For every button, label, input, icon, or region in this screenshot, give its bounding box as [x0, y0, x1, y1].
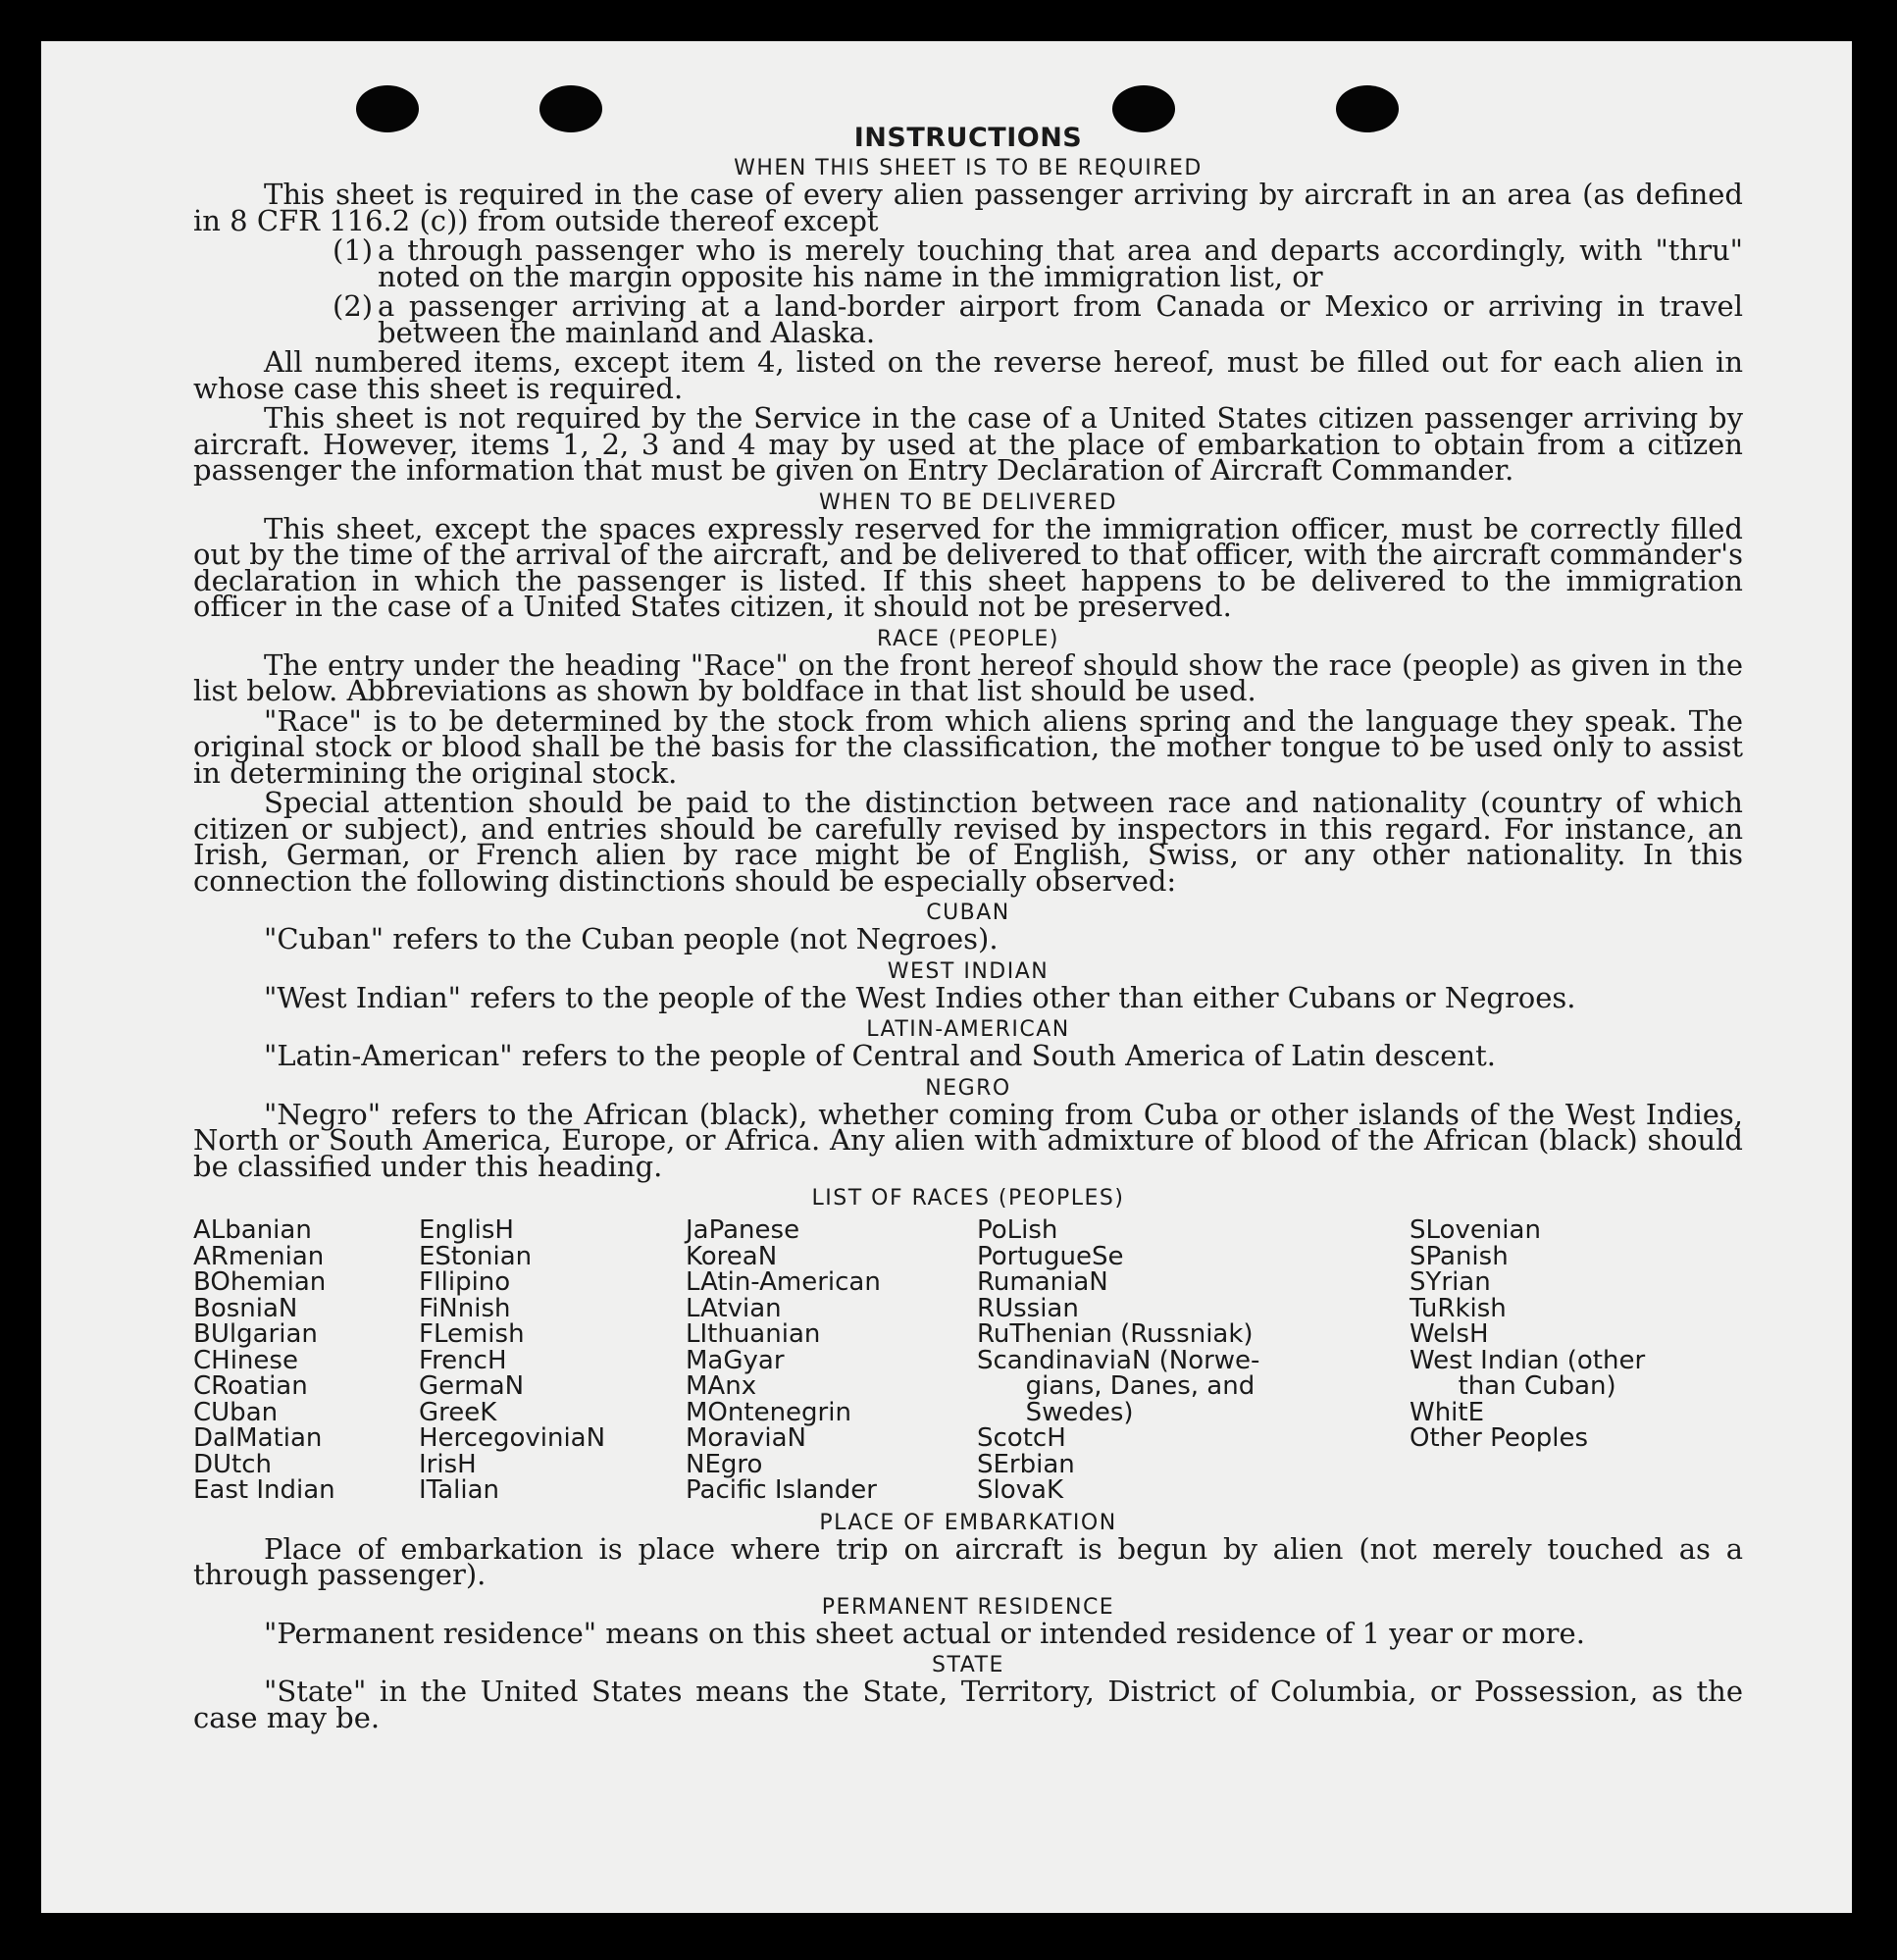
race-item: WelsH	[1410, 1319, 1489, 1349]
list-item	[193, 233, 1743, 293]
document-sheet	[41, 41, 1852, 1913]
paragraph: "Latin-American" refers to the people of Central and South America of Latin descent.	[264, 1039, 1497, 1072]
race-item: SYrian	[1410, 1267, 1491, 1297]
race-item: ScandinaviaN (Norwe- gians, Danes, and Swedes)	[977, 1345, 1260, 1427]
race-item: GreeK	[419, 1397, 497, 1427]
race-item: RUssian	[977, 1293, 1079, 1323]
race-column	[686, 1217, 977, 1504]
race-item: LAtvian	[686, 1293, 782, 1323]
race-item: LIthuanian	[686, 1319, 821, 1349]
race-item: BosniaN	[193, 1293, 298, 1323]
race-item: GermaN	[419, 1371, 525, 1401]
race-item: MoraviaN	[686, 1423, 806, 1453]
race-item: FiNnish	[419, 1293, 511, 1323]
item-text: a through passenger who is merely touching that area and departs accordingly, with "thru" noted on the margin opposite his name in the immigration list, or	[378, 233, 1743, 293]
race-list	[193, 1217, 1743, 1504]
race-item: FrencH	[419, 1345, 507, 1375]
paragraph: "West Indian" refers to the people of the West Indies other than either Cubans or Negroes.	[264, 980, 1576, 1014]
race-item: DalMatian	[193, 1423, 323, 1453]
section-heading: NEGRO	[925, 1075, 1011, 1101]
paragraph: The entry under the heading "Race" on the front hereof should show the race (people) as given in the list below. Abbreviations as shown by boldface in that list should be used.	[193, 647, 1743, 707]
race-column	[1410, 1217, 1704, 1504]
race-item: EnglisH	[419, 1215, 514, 1245]
race-item: FLemish	[419, 1319, 525, 1349]
item-number: (1)	[333, 233, 374, 267]
section-heading: RACE (PEOPLE)	[877, 626, 1059, 651]
race-item: BOhemian	[193, 1267, 327, 1297]
race-column	[977, 1217, 1410, 1504]
race-item: MaGyar	[686, 1345, 785, 1375]
race-item: TuRkish	[1410, 1293, 1507, 1323]
paragraph: This sheet is required in the case of every alien passenger arriving by aircraft in an area (as defined in 8 CFR 116.2 (c)) from outside thereof except	[193, 178, 1743, 237]
paragraph: "Race" is to be determined by the stock from which aliens spring and the language they speak. The original stock or blood shall be the basis for the classification, the mother tongue to be used only to assist in determining the original stock.	[193, 703, 1743, 790]
race-item: KoreaN	[686, 1241, 778, 1271]
race-item: PortugueSe	[977, 1241, 1124, 1271]
section-heading: CUBAN	[926, 901, 1010, 925]
item-text: a passenger arriving at a land-border airport from Canada or Mexico or arriving in travel between the mainland and Alaska.	[378, 289, 1743, 349]
section-heading: WHEN TO BE DELIVERED	[818, 490, 1118, 515]
race-item: ScotcH	[977, 1423, 1066, 1453]
race-item: Other Peoples	[1410, 1423, 1589, 1453]
race-item: SErbian	[977, 1449, 1075, 1479]
paragraph: "Negro" refers to the African (black), whether coming from Cuba or other islands of the West Indies, North or South America, Europe, or Africa. Any alien with admixture of blood of the African (black) should be classified under this heading.	[193, 1097, 1743, 1183]
list-item	[193, 289, 1743, 349]
paragraph: This sheet is not required by the Service in the case of a United States citizen passenger arriving by aircraft. However, items 1, 2, 3 and 4 may by used at the place of embarkation to obtain from a citizen passenger the information that must be given on Entry Declaration of Aircraft Commander.	[193, 401, 1743, 487]
race-item: SlovaK	[977, 1475, 1064, 1505]
race-item: DUtch	[193, 1449, 273, 1479]
section-heading: PLACE OF EMBARKATION	[819, 1510, 1117, 1535]
race-item: ALbanian	[193, 1215, 312, 1245]
section-heading: LATIN-AMERICAN	[866, 1017, 1070, 1042]
race-item: IrisH	[419, 1449, 477, 1479]
race-item: HercegoviniaN	[419, 1423, 606, 1453]
race-item: PoLish	[977, 1215, 1058, 1245]
paragraph: All numbered items, except item 4, listed on the reverse hereof, must be filled out for each alien in whose case this sheet is required.	[193, 345, 1743, 405]
race-item: FIlipino	[419, 1267, 511, 1297]
section-heading: WHEN THIS SHEET IS TO BE REQUIRED	[734, 156, 1203, 181]
race-item: RuThenian (Russniak)	[977, 1319, 1254, 1349]
paragraph: Special attention should be paid to the distinction between race and nationality (country of which citizen or subject), and entries should be carefully revised by inspectors in this regard. For instance, an Irish, German, or French alien by race might be of English, Swiss, or any other nationality. In this connection the following distinctions should be especially observed:	[193, 786, 1743, 898]
paragraph: "Cuban" refers to the Cuban people (not Negroes).	[264, 922, 999, 955]
race-item: SPanish	[1410, 1241, 1509, 1271]
race-item: LAtin-American	[686, 1267, 881, 1297]
race-item: RumaniaN	[977, 1267, 1108, 1297]
race-column	[193, 1217, 419, 1504]
page-title: INSTRUCTIONS	[853, 123, 1083, 153]
section-heading: STATE	[932, 1653, 1004, 1677]
race-item: West Indian (other than Cuban)	[1410, 1345, 1646, 1401]
race-item: East Indian	[193, 1475, 335, 1505]
race-item: CHinese	[193, 1345, 298, 1375]
race-item: EStonian	[419, 1241, 533, 1271]
paragraph: "Permanent residence" means on this sheet actual or intended residence of 1 year or more.	[264, 1616, 1585, 1650]
race-column	[419, 1217, 686, 1504]
race-item: BUlgarian	[193, 1319, 318, 1349]
section-heading: PERMANENT RESIDENCE	[821, 1594, 1115, 1620]
race-item: SLovenian	[1410, 1215, 1541, 1245]
race-item: ITalian	[419, 1475, 500, 1505]
race-item: JaPanese	[686, 1215, 800, 1245]
race-item: WhitE	[1410, 1397, 1485, 1427]
race-item: CUban	[193, 1397, 279, 1427]
race-item: CRoatian	[193, 1371, 308, 1401]
item-number: (2)	[333, 289, 374, 323]
race-item: ARmenian	[193, 1241, 325, 1271]
paragraph: "State" in the United States means the State, Territory, District of Columbia, or Possession, as the case may be.	[193, 1675, 1743, 1734]
race-item: MOntenegrin	[686, 1397, 851, 1427]
section-heading: LIST OF RACES (PEOPLES)	[811, 1186, 1125, 1211]
paragraph: This sheet, except the spaces expressly reserved for the immigration officer, must be correctly filled out by the time of the arrival of the aircraft, and be delivered to that officer, with the aircraft commander's declaration in which the passenger is listed. If this sheet happens to be delivered to the immigration officer in the case of a United States citizen, it should not be preserved.	[193, 511, 1743, 623]
instructions-content	[193, 122, 1743, 1734]
race-item: Pacific Islander	[686, 1475, 877, 1505]
race-item: NEgro	[686, 1449, 763, 1479]
race-item: MAnx	[686, 1371, 757, 1401]
section-heading: WEST INDIAN	[887, 958, 1050, 984]
paragraph: Place of embarkation is place where trip on aircraft is begun by alien (not merely touched as a through passenger).	[193, 1531, 1743, 1591]
